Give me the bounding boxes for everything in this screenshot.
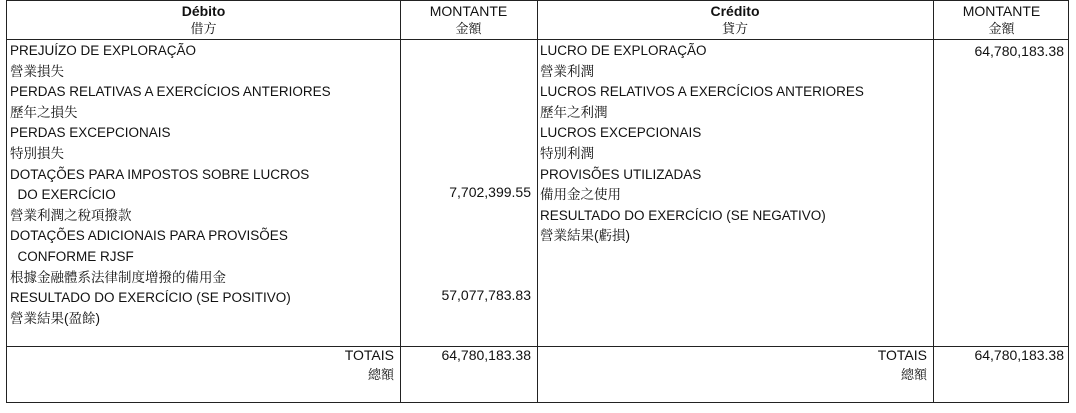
- credit-line: 備用金之使用: [540, 187, 621, 203]
- debit-line: 歷年之損失: [10, 104, 78, 120]
- debit-amount-resultado: 57,077,783.83: [441, 287, 531, 303]
- credit-amount-header: [933, 3, 1070, 37]
- debit-line: RESULTADO DO EXERCÍCIO (SE POSITIVO): [10, 290, 291, 306]
- credit-line: RESULTADO DO EXERCÍCIO (SE NEGATIVO): [540, 207, 826, 223]
- credit-line: 特別利潤: [540, 145, 594, 161]
- credit-line: LUCROS EXCEPCIONAIS: [540, 125, 702, 141]
- debit-line: DOTAÇÕES ADICIONAIS PARA PROVISÕES: [10, 228, 288, 244]
- debit-line: PERDAS RELATIVAS A EXERCÍCIOS ANTERIORES: [10, 84, 331, 100]
- debit-amount-header: [400, 3, 537, 37]
- credit-amount-lucro: 64,780,183.38: [974, 43, 1064, 59]
- debit-items: [10, 41, 331, 329]
- credit-totals-label: [537, 346, 927, 384]
- debit-line: DOTAÇÕES PARA IMPOSTOS SOBRE LUCROS: [10, 166, 310, 182]
- totals-label-pt: TOTAIS: [344, 347, 394, 363]
- debit-header-pt: Débito: [181, 3, 226, 19]
- credit-line: 歷年之利潤: [540, 104, 608, 120]
- totals-label-pt: TOTAIS: [877, 347, 927, 363]
- debit-line: DO EXERCÍCIO: [10, 187, 116, 203]
- debit-header-zh: 借方: [190, 21, 217, 36]
- debit-line: 營業利潤之稅項撥款: [10, 207, 132, 223]
- column-divider: [400, 1, 538, 402]
- debit-line: PERDAS EXCEPCIONAIS: [10, 125, 171, 141]
- totals-label-zh: 總額: [367, 367, 394, 382]
- header-divider: [7, 39, 1068, 40]
- montante-header-zh: 金額: [455, 21, 482, 36]
- credit-line: LUCRO DE EXPLORAÇÃO: [540, 43, 707, 58]
- debit-line: 營業結果(盈餘): [10, 310, 100, 326]
- montante-header-pt: MONTANTE: [429, 3, 508, 19]
- financial-statement-table: [6, 0, 1069, 403]
- debit-line: 營業損失: [10, 63, 64, 79]
- credit-header-zh: 貸方: [721, 21, 748, 36]
- credit-line: 營業利潤: [540, 63, 594, 79]
- debit-totals-label: [7, 346, 394, 384]
- credit-header: [537, 3, 933, 37]
- debit-line: 特別損失: [10, 145, 64, 161]
- debit-line: PREJUÍZO DE EXPLORAÇÃO: [10, 43, 197, 58]
- debit-header: [7, 3, 400, 37]
- credit-items: [540, 41, 864, 247]
- montante-header-pt: MONTANTE: [962, 3, 1041, 19]
- credit-header-pt: Crédito: [710, 3, 760, 19]
- credit-line: 營業結果(虧損): [540, 228, 630, 244]
- montante-header-zh: 金額: [988, 21, 1015, 36]
- credit-total-amount: 64,780,183.38: [974, 347, 1064, 363]
- credit-line: LUCROS RELATIVOS A EXERCÍCIOS ANTERIORES: [540, 84, 864, 100]
- totals-label-zh: 總額: [900, 367, 927, 382]
- debit-line: 根據金融體系法律制度增撥的備用金: [10, 269, 226, 285]
- debit-amount-impostos: 7,702,399.55: [449, 184, 531, 200]
- debit-total-amount: 64,780,183.38: [441, 347, 531, 363]
- debit-line: CONFORME RJSF: [10, 248, 134, 264]
- credit-line: PROVISÕES UTILIZADAS: [540, 166, 702, 182]
